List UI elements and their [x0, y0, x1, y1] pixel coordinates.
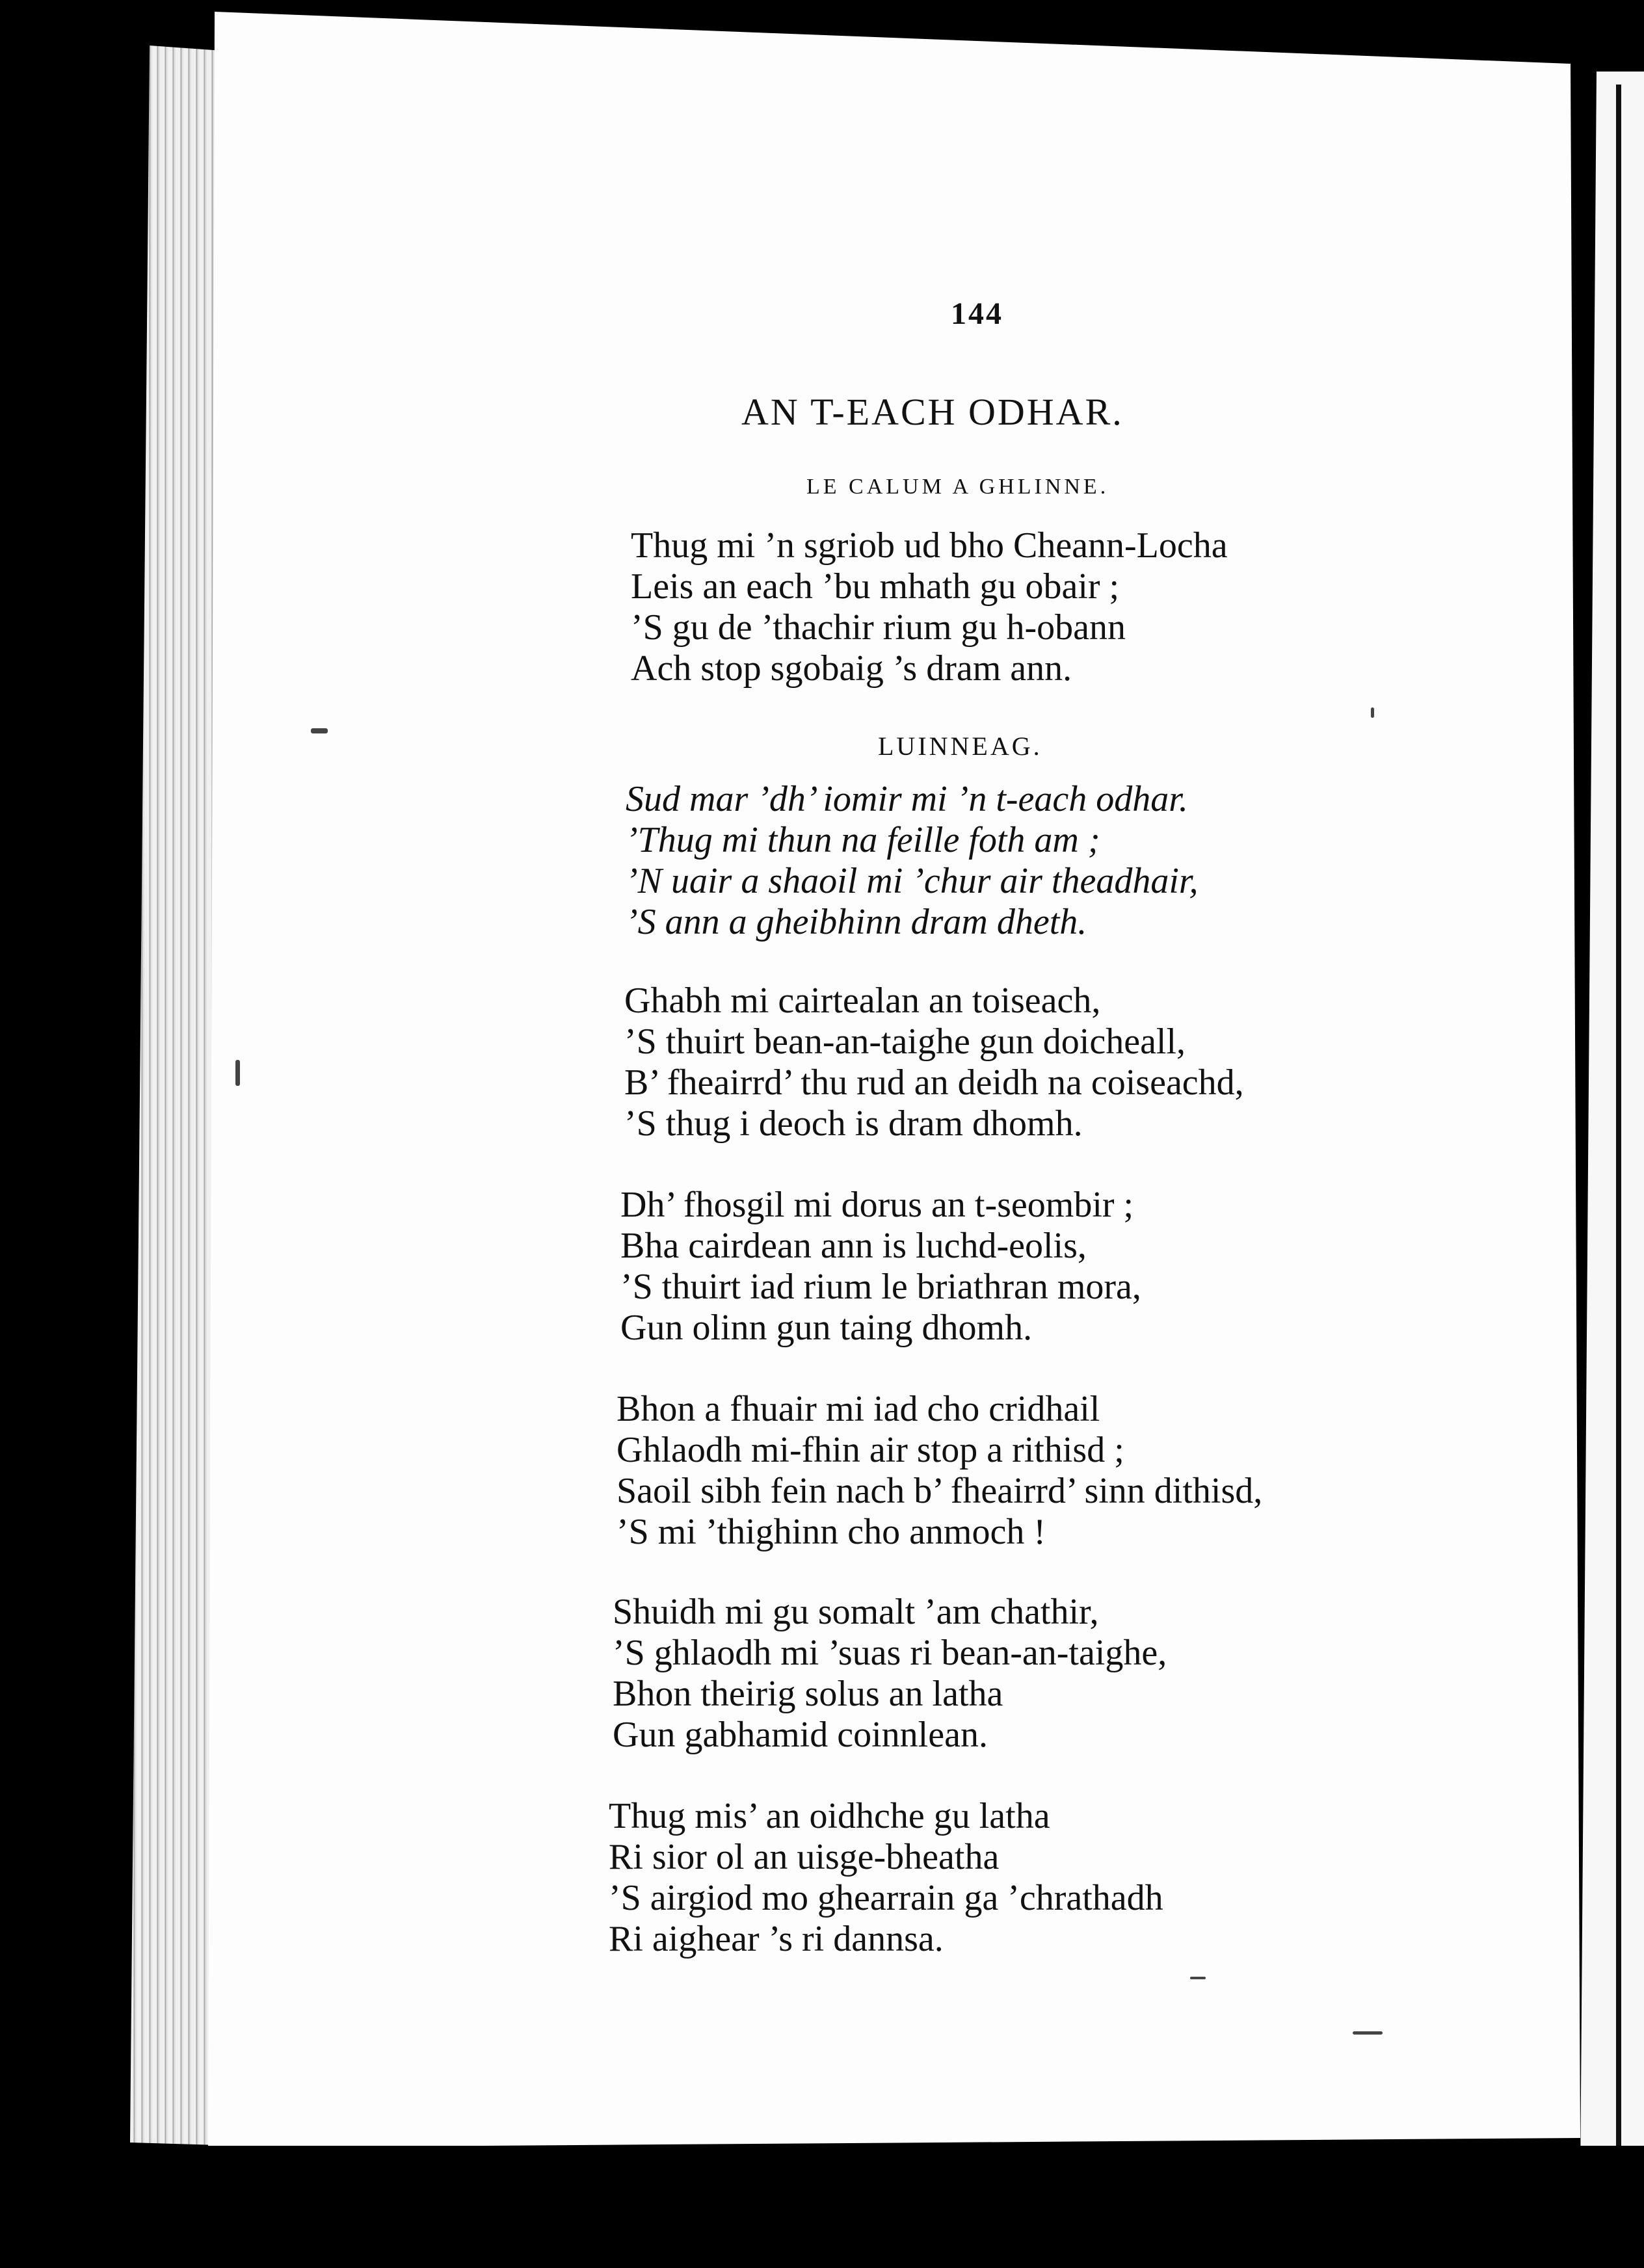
verse-line: ’S thuirt iad rium le briathran mora, — [620, 1267, 1141, 1307]
verse-line: Gun gabhamid coinnlean. — [613, 1715, 988, 1755]
scan-bottom-margin — [0, 2146, 1644, 2268]
verse-line: Shuidh mi gu somalt ’am chathir, — [613, 1592, 1099, 1632]
chorus-heading: LUINNEAG. — [878, 732, 1042, 761]
verse-line: Ghlaodh mi-fhin air stop a rithisd ; — [616, 1430, 1124, 1470]
poem-author: LE CALUM A GHLINNE. — [806, 475, 1109, 499]
verse-line: Dh’ fhosgil mi dorus an t-seombir ; — [620, 1185, 1134, 1225]
scan-speck — [311, 728, 328, 733]
verse-line: ’S gu de ’thachir rium gu h-obann — [631, 607, 1126, 648]
scan-speck — [1353, 2031, 1383, 2035]
scan-speck — [1190, 1977, 1206, 1979]
verse-line: Ghabh mi cairtealan an toiseach, — [624, 981, 1101, 1021]
poem-title: AN T-EACH ODHAR. — [741, 391, 1124, 433]
verse-line: B’ fheairrd’ thu rud an deidh na coiseachd, — [624, 1062, 1244, 1103]
facing-page-edge — [1580, 72, 1644, 2185]
chorus-line: Sud mar ’dh’ iomir mi ’n t-each odhar. — [626, 779, 1188, 819]
verse-line: Gun olinn gun taing dhomh. — [620, 1308, 1033, 1348]
chorus-line: ’Thug mi thun na feille foth am ; — [626, 820, 1100, 860]
verse-line: ’S mi ’thighinn cho anmoch ! — [616, 1512, 1046, 1552]
facing-page-rule — [1616, 85, 1621, 2165]
stanza-verse-2 — [624, 981, 1244, 1144]
verse-line: Ri sior ol an uisge-bheatha — [609, 1837, 1000, 1877]
verse-line: Bhon theirig solus an latha — [613, 1674, 1003, 1714]
verse-line: Saoil sibh fein nach b’ fheairrd’ sinn dithisd, — [616, 1471, 1263, 1511]
verse-line: Ach stop sgobaig ’s dram ann. — [631, 648, 1072, 689]
verse-line: Thug mis’ an oidhche gu latha — [609, 1796, 1050, 1836]
verse-line: ’S thug i deoch is dram dhomh. — [624, 1103, 1083, 1144]
verse-line: Bhon a fhuair mi iad cho cridhail — [616, 1389, 1100, 1429]
stanza-verse-3 — [620, 1185, 1141, 1349]
stanza-chorus — [626, 779, 1198, 943]
verse-line: ’S thuirt bean-an-taighe gun doicheall, — [624, 1022, 1186, 1062]
stanza-verse-6 — [609, 1796, 1163, 1960]
page-number: 144 — [951, 297, 1003, 331]
scan-speck — [1371, 707, 1374, 718]
verse-line: Leis an each ’bu mhath gu obair ; — [631, 566, 1120, 607]
stanza-verse-4 — [616, 1389, 1262, 1553]
stanza-verse-1 — [631, 525, 1228, 689]
verse-line: ’S airgiod mo ghearrain ga ’chrathadh — [609, 1878, 1163, 1918]
verse-line: Thug mi ’n sgriob ud bho Cheann-Locha — [631, 525, 1228, 566]
verse-line: ’S ghlaodh mi ’suas ri bean-an-taighe, — [613, 1633, 1167, 1673]
verse-line: Bha cairdean ann is luchd-eolis, — [620, 1226, 1087, 1266]
stanza-verse-5 — [613, 1592, 1167, 1756]
scan-speck — [235, 1060, 240, 1086]
chorus-line: ’S ann a gheibhinn dram dheth. — [626, 902, 1087, 942]
chorus-line: ’N uair a shaoil mi ’chur air theadhair, — [626, 861, 1199, 901]
verse-line: Ri aighear ’s ri dannsa. — [609, 1919, 944, 1959]
